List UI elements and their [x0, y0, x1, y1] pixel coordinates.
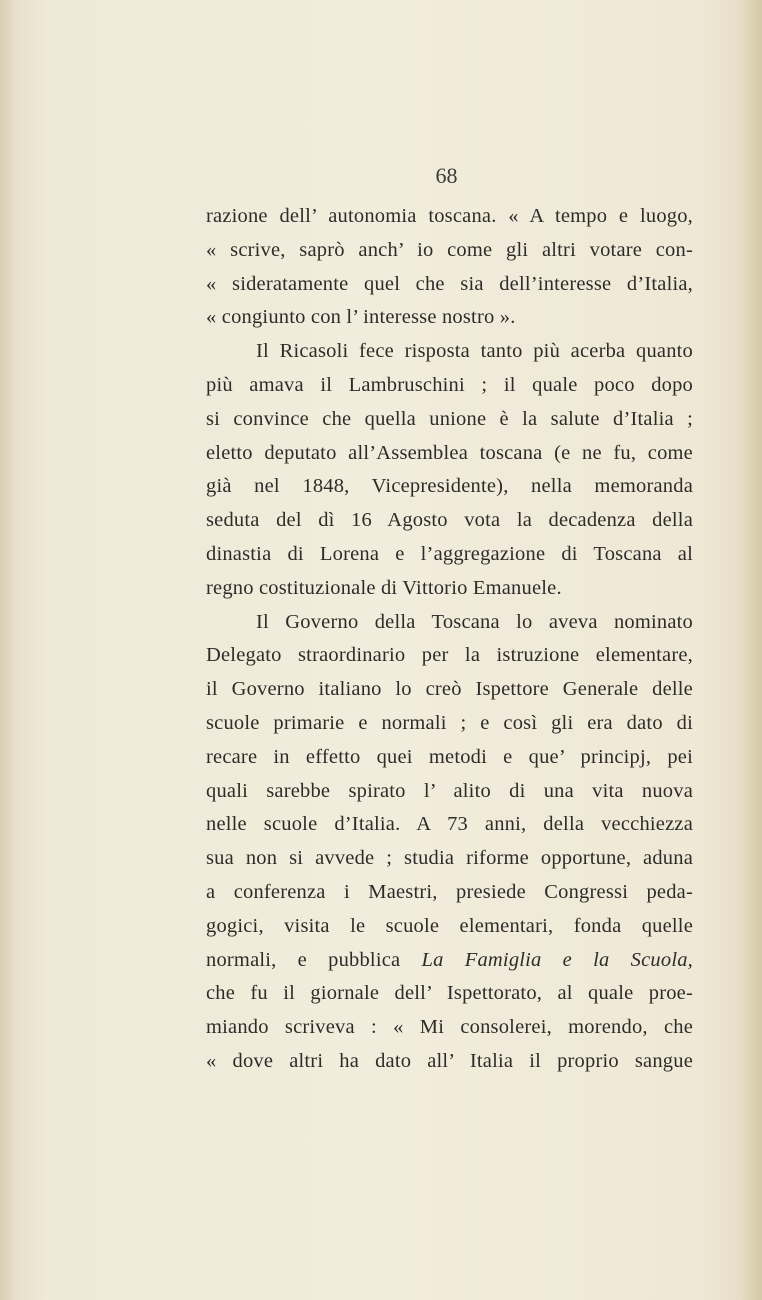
- page-left-edge-shadow: [0, 0, 14, 1300]
- text-line: nelle scuole d’Italia. A 73 anni, della vecchiezza: [206, 813, 693, 836]
- text-line: regno costituzionale di Vittorio Emanuele.: [206, 576, 562, 599]
- text-line: Delegato straordinario per la istruzione elementare,: [206, 644, 693, 667]
- text-line: quali sarebbe spirato l’ alito di una vita nuova: [206, 779, 693, 802]
- page-number: 68: [435, 163, 458, 188]
- text-line: miando scriveva : « Mi consolerei, morendo, che: [206, 1016, 693, 1039]
- text-line: seduta del dì 16 Agosto vota la decadenza della: [206, 509, 693, 532]
- text-line: a conferenza i Maestri, presiede Congressi peda-: [206, 880, 693, 903]
- italic-periodical-title: La Famiglia e la Scuola,: [421, 948, 693, 971]
- text-line: « dove altri ha dato all’ Italia il proprio sangue: [206, 1049, 693, 1072]
- text-line: dinastia di Lorena e l’aggregazione di Toscana al: [206, 542, 693, 565]
- page-right-edge-shadow: [740, 0, 762, 1300]
- text-line: « sideratamente quel che sia dell’interesse d’Italia,: [206, 272, 693, 295]
- text-line: « congiunto con l’ interesse nostro ».: [206, 306, 516, 329]
- text-line: già nel 1848, Vicepresidente), nella memoranda: [206, 475, 693, 498]
- text-line-with-title: [206, 944, 693, 978]
- text-line: sua non si avvede ; studia riforme opportune, aduna: [206, 847, 693, 870]
- text-line: più amava il Lambruschini ; il quale poco dopo: [206, 373, 693, 396]
- text-line: eletto deputato all’Assemblea toscana (e ne fu, come: [206, 441, 693, 464]
- paragraph-start-line: Il Governo della Toscana lo aveva nominato: [256, 610, 693, 633]
- text-line: scuole primarie e normali ; e così gli era dato di: [206, 711, 693, 734]
- paragraph-start-line: Il Ricasoli fece risposta tanto più acerba quanto: [256, 340, 693, 363]
- text-line: il Governo italiano lo creò Ispettore Generale delle: [206, 678, 693, 701]
- text-line: « scrive, saprò anch’ io come gli altri votare con-: [206, 238, 693, 261]
- text-line: si convince che quella unione è la salute d’Italia ;: [206, 407, 693, 430]
- text-line: razione dell’ autonomia toscana. « A tempo e luogo,: [206, 205, 693, 227]
- text-line: gogici, visita le scuole elementari, fonda quelle: [206, 914, 693, 937]
- text-line: recare in effetto quei metodi e que’ principj, pei: [206, 745, 693, 768]
- body-text: [206, 200, 693, 1079]
- text-line: che fu il giornale dell’ Ispettorato, al quale proe-: [206, 982, 693, 1005]
- text-segment: normali, e pubblica: [206, 948, 422, 971]
